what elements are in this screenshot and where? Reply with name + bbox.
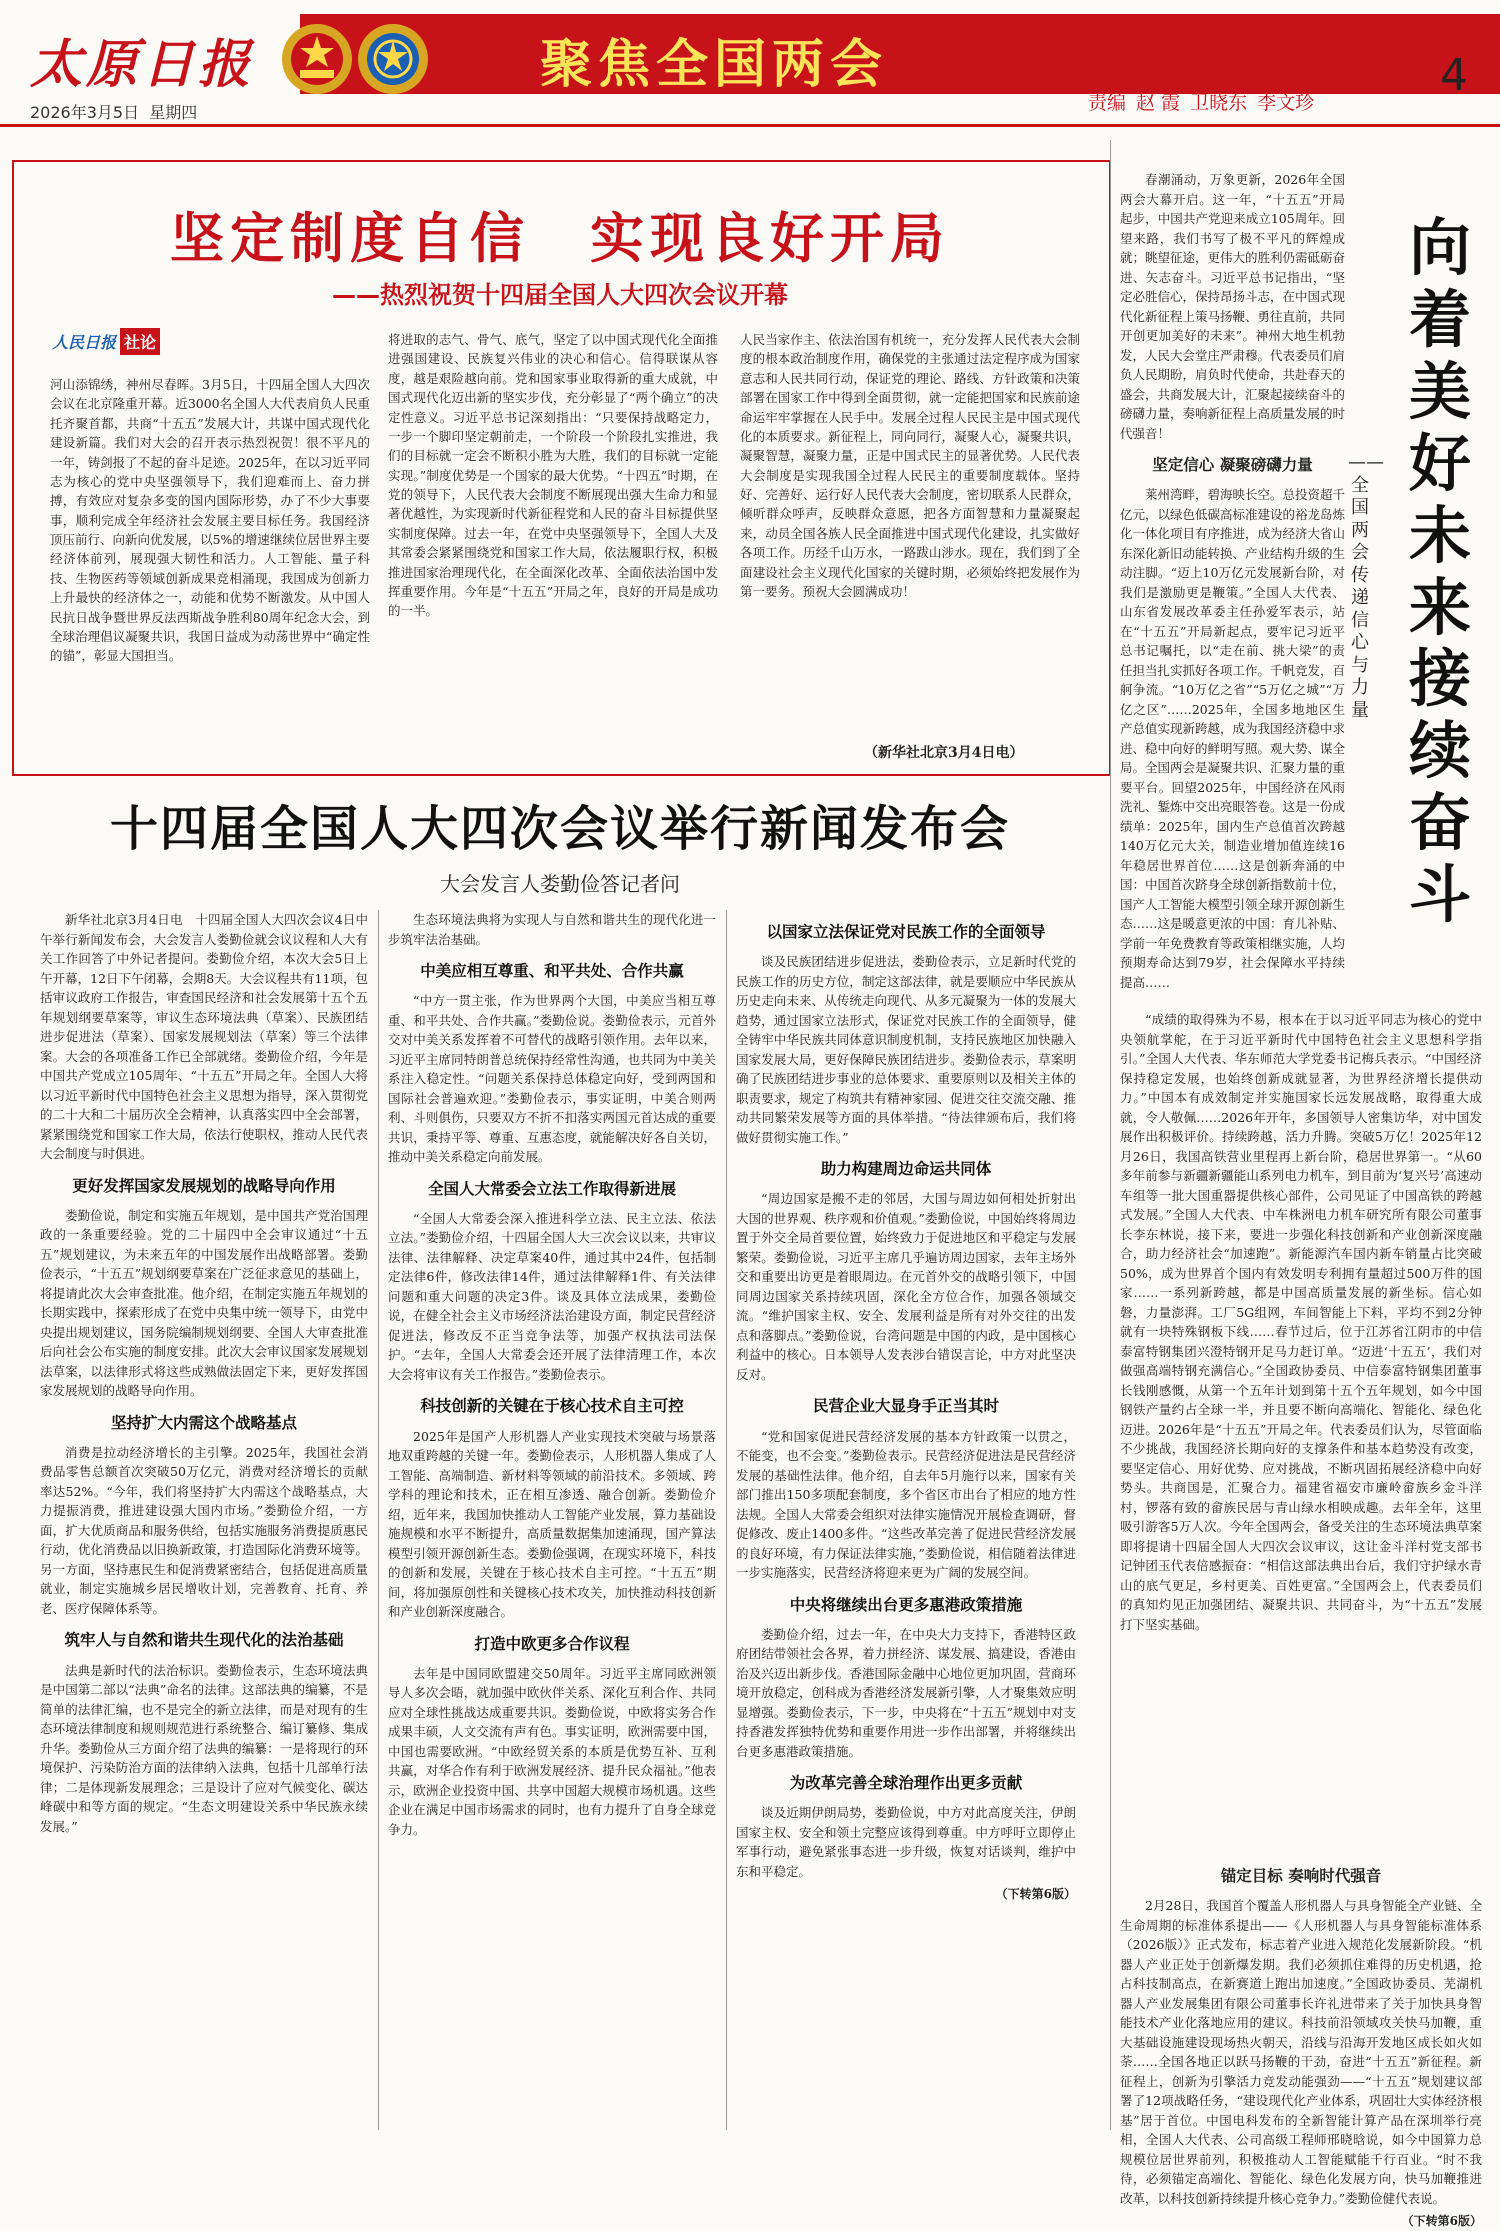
- subhead-hk: 中央将继续出台更多惠港政策措施: [789, 1595, 1023, 1614]
- editors-line: [1088, 88, 1324, 115]
- subhead-private: 民营企业大显身手正当其时: [812, 1397, 999, 1416]
- paragraph-eu: 去年是中国同欧盟建交50周年。习近平主席同欧洲领导人多次会晤，就加强中欧伙伴关系、深化互利合作、共同应对全球性挑战达成重要共识。娄勤俭说，中欧将实务合作成果丰硕，人文交流有声有色。事实证明，欧洲需要中国，中国也需要欧洲。“中欧经贸关系的本质是优势互补、互利共赢，对华合作有利于欧洲发展经济、提升民众福祉。”他表示，欧洲企业投资中国、共享中国超大规模市场机遇。这些企业在满足中国市场需求的同时，也有力提升了自身全球竞争力。: [388, 1665, 716, 1837]
- commentary-subhead-1: 坚定信心 凝聚磅礴力量: [1152, 456, 1313, 474]
- subhead-ethnic: 以国家立法保证党对民族工作的全面领导: [766, 923, 1046, 941]
- editors-label: 责编: [1088, 92, 1127, 114]
- paragraph-npc: “全国人大常委会深入推进科学立法、民主立法、依法立法。”娄勤俭介绍，十四届全国人大三次会议以来，共审议法律、法律解释、决定草案40件，通过其中24件，包括制定法律6件，修改法律14件，通过法律解释1件、有关法律问题和重大问题的决定3件。谈及具体立法成果，娄勤俭说，在健全社会主义市场经济法治建设方面，制定民营经济促进法，修改反不正当竞争法等，加强产权执法司法保护。“去年，全国人大常委会还开展了法律清理工作，本次大会将审议有关工作报告。”娄勤俭表示。: [388, 1210, 716, 1382]
- paragraph-tech: 2025年是国产人形机器人产业实现技术突破与场景落地双重跨越的关键一年。娄勤俭表示，人形机器人集成了人工智能、高端制造、新材料等领域的前沿技术。多领域、跨学科的理论和技术，正在相互渗透、融合创新。娄勤俭介绍，近年来，我国加快推动人工智能产业发展，算力基础设施规模和水平不断提升，高质量数据集加速涌现，国产算法模型引领开源创新生态。娄勤俭强调，在现实环境下，科技的创新和发展，关键在于核心技术自主可控。“十五五”期间，将加强原创性和关键核心技术攻关，加快推动科技创新和产业创新深度融合。: [388, 1428, 716, 1620]
- editorial-subtitle: ——热烈祝贺十四届全国人大四次会议开幕: [332, 281, 788, 309]
- continued-note: （下转第6版）: [1401, 2214, 1482, 2229]
- title-char: 向: [1408, 211, 1471, 284]
- weekday: 星期四: [149, 103, 198, 122]
- commentary-vertical-title: [1400, 212, 1480, 931]
- title-char: 未: [1408, 498, 1471, 572]
- masthead-banner: [300, 14, 1500, 94]
- editor-name: 卫晓东: [1190, 92, 1248, 114]
- title-char: 好: [1408, 426, 1471, 500]
- news-column-2: [388, 910, 716, 1839]
- cppcc-emblem-icon: [356, 22, 430, 96]
- editorial-column-1: 河山添锦绣，神州尽春晖。3月5日，十四届全国人大四次会议在北京隆重开幕。近3000名全国人大代表肩负人民重托齐聚首都，共商“十五五”发展大计，共谋中国式现代化建设新篇。我们对大会的召开表示热烈祝贺！很不平凡的一年，铸剑报了不起的奋斗足迹。2025年，在以习近平同志为核心的党中央坚强领导下，我们迎难而上、奋力拼搏，有效应对复杂多变的国内国际形势，办了不少大事要事，顺利完成全年经济社会发展主要目标任务。我国经济顶压前行、向新向优发展，以5%的增速继续位居世界主要经济体前列，展现强大韧性和活力。人工智能、量子科技、生物医药等领域创新成果竞相涌现，我国成为创新力上升最快的经济体之一，动能和优势不断激发。从中国人民抗日战争暨世界反法西斯战争胜利80周年纪念大会，到全球治理倡议凝聚共识，我国日益成为动荡世界中“确定性的锚”，彰显大国担当。: [50, 377, 370, 664]
- editorial-column-3: 人民当家作主、依法治国有机统一，充分发挥人民代表大会制度的根本政治制度作用，确保党的主张通过法定程序成为国家意志和人民共同行动，保证党的理论、路线、方针政策和决策部署在国家工作中得到全面贯彻，就一定能把国家和民族前途命运牢牢掌握在人民手中。发展全过程人民民主是中国式现代化的本质要求。新征程上，同向同行，凝聚人心，凝聚共识，凝聚智慧，凝聚力量，正是中国式民主的显著优势。人民代表大会制度是实现我国全过程人民民主的重要制度载体。坚持好、完善好、运行好人民代表大会制度，密切联系人民群众，倾听群众呼声，反映群众意愿，把各方面智慧和力量凝聚起来，动员全国各族人民全面推进中国式现代化建设，扎实做好各项工作。历经千山万水，一路跋山涉水。现在，我们到了全面建设社会主义现代化国家的关键时期，必须始终把发展作为第一要务。预祝大会圆满成功！: [740, 332, 1080, 599]
- news-column-1: [40, 910, 368, 1836]
- column-divider: [378, 910, 379, 2130]
- news-headline: 十四届全国人大四次会议举行新闻发布会: [109, 801, 1010, 857]
- page-number: 4: [1440, 50, 1468, 101]
- commentary-column-top: [1120, 170, 1345, 992]
- commentary-vertical-subtitle: ——全国两会传递信心与力量: [1348, 452, 1384, 721]
- paragraph-law: 法典是新时代的法治标识。娄勤俭表示，生态环境法典是中国第二部以“法典”命名的法律。这部法典的编纂，不是简单的法律汇编，也不是完全的新立法律，而是对现有的生态环境法律制度和规则规范进行系统整合、编订纂修、集成升华。娄勤俭从三方面介绍了法典的编纂：一是将现行的环境保护、污染防治方面的法律纳入法典，包括十几部单行法律；二是体现新发展理念；三是设计了应对气候变化、碳达峰碳中和等方面的规定。“生态文明建设关系中华民族永续发展。”: [40, 1662, 368, 1834]
- title-char: 来: [1408, 570, 1471, 644]
- masthead-rule: [0, 124, 1500, 127]
- newspaper-logo: 太原日报: [30, 34, 255, 95]
- news-column-3: [736, 910, 1076, 1904]
- subhead-law: 筑牢人与自然和谐共生现代化的法治基础: [64, 1631, 344, 1650]
- news-intro: 新华社北京3月4日电 十四届全国人大四次会议4日中午举行新闻发布会，大会发言人娄勤俭就会议议程和人大有关工作回答了中外记者提问。娄勤俭介绍，本次大会5日上午开幕，12日下午闭幕，会期8天。大会议程共有11项，包括审议政府工作报告，审查国民经济和社会发展第十五个五年规划纲要草案等，审议生态环境法典（草案）、民族团结进步促进法（草案）、国家发展规划法（草案）等三个法律案。大会的各项准备工作已全部就绪。娄勤俭介绍，今年是中国共产党成立105周年、“十五五”开局之年。全国人大将以习近平新时代中国特色社会主义思想为指导，深入贯彻党的二十大和二十届历次全会精神，认真落实四中全会部署，紧紧围绕党和国家工作大局，依法行使职权，推动人民代表大会制度与时俱进。: [40, 912, 368, 1161]
- editor-name: 赵 霞: [1136, 92, 1181, 114]
- commentary-subhead-2: 锚定目标 奏响时代强音: [1220, 1867, 1382, 1885]
- commentary-paragraph-2: 2月28日，我国首个覆盖人形机器人与具身智能全产业链、全生命周期的标准体系提出——《人形机器人与具身智能标准体系（2026版）》正式发布，标志着产业进入规范化发展新阶段。“机器人产业正处于创新爆发期。我们必须抓住难得的历史机遇，抢占科技制高点，在新赛道上跑出加速度。”全国政协委员、芜湖机器人产业发展集团有限公司董事长许礼进带来了关于加快具身智能技术产业化落地应用的建议。科技前沿领域攻关快马加鞭，重大基础设施建设现场热火朝天，沿线与沿海开发地区成长如火如荼……全国各地正以跃马扬鞭的干劲，奋进“十五五”新征程。新征程上，创新为引擎活力竞发动能强劲——“十五五”规划建议部署了12项战略任务，“建设现代化产业体系，巩固壮大实体经济根基”居于首位。中国电科发布的全新智能计算产品在深圳举行亮相，全国人大代表、公司高级工程师邢晓晗说，如今中国算力总规模位居世界前列，积极推动人工智能赋能千行百业。“时不我待，必须锚定高端化、智能化、绿色化发展方向，快马加鞭推进改革，以科技创新持续提升核心竞争力。”娄勤俭健代表说。: [1120, 1898, 1482, 2206]
- subhead-tech: 科技创新的关键在于核心技术自主可控: [420, 1397, 684, 1416]
- commentary-intro: 春潮涌动，万象更新，2026年全国两会大幕开启。这一年，“十五五”开局起步，中国共产党迎来成立105周年。回望来路，我们书写了极不平凡的辉煌成就；眺望征途，更伟大的胜利仍需砥砺奋进、矢志奋斗。习近平总书记指出，“坚定必胜信心，保持昂扬斗志，在中国式现代化新征程上策马扬鞭、勇往直前，共同开创更加美好的未来”。神州大地生机勃发，人民大会堂庄严肃穆。代表委员们肩负人民期盼，肩负时代使命，共赴春天的盛会，共商发展大计，汇聚起接续奋斗的磅礴力量，奏响新征程上高质量发展的时代强音！: [1120, 172, 1346, 441]
- editorial-title: 坚定制度自信 实现良好开局: [170, 207, 950, 270]
- title-char: 着: [1408, 282, 1471, 356]
- paragraph-eco: 生态环境法典将为实现人与自然和谐共生的现代化进一步筑牢法治基础。: [388, 912, 716, 947]
- subhead-plan: 更好发挥国家发展规划的战略导向作用: [72, 1176, 336, 1195]
- column-divider: [1110, 140, 1111, 2130]
- commentary-column-bottom: [1120, 1860, 1482, 2231]
- title-char: 奋: [1408, 786, 1471, 860]
- paragraph-us: “中方一贯主张，作为世界两个大国，中美应当相互尊重、和平共处、合作共赢。”娄勤俭说。娄勤俭表示，元首外交对中美关系发挥着不可替代的战略引领作用。去年以来，习近平主席同特朗普总统保持经常性沟通，也共同为中美关系注入稳定性。“问题关系保持总体稳定向好，受到两国和国际社会普遍欢迎。”娄勤俭表示，事实证明，中美合则两利、斗则俱伤，只要双方不折不扣落实两国元首达成的重要共识，秉持平等、尊重、互惠态度，就能解决好各自关切，推动中美关系稳定向前发展。: [388, 993, 716, 1165]
- subhead-us: 中美应相互尊重、和平共处、合作共赢: [420, 962, 684, 980]
- editorial-column-2: 将进取的志气、骨气、底气，坚定了以中国式现代化全面推进强国建设、民族复兴伟业的决心和信心。信得联谋从容度，越是艰险越向前。党和国家事业取得新的重大成就，中国式现代化迈出新的坚实步伐，充分彰显了“两个确立”的决定性意义。习近平总书记深刻指出：“只要保持战略定力，一步一个脚印坚定朝前走，一个阶段一个阶段扎实推进，我们的目标就一定会不断积小胜为大胜，我们的目标就一定能实现。”制度优势是一个国家的最大优势。“十四五”时期，在党的领导下，人民代表大会制度不断展现出强大生命力和显著优越性，为实现新时代新征程党和人民的奋斗目标提供坚实制度保障。过去一年，在党中央坚强领导下，全国人大及其常委会紧紧围绕党和国家工作大局，依法履职行权，积极推进国家治理现代化，在全面深化改革、全面依法治国中发挥重要作用。今年是“十五五”开局之年，良好的开局是成功的一半。: [388, 332, 718, 619]
- peoples-daily-editorial-badge: [52, 328, 172, 368]
- section-title: 聚焦全国两会: [540, 35, 889, 95]
- badge-name: 人民日报: [52, 333, 117, 352]
- paragraph-plan: 娄勤俭说，制定和实施五年规划，是中国共产党治国理政的一条重要经验。党的二十届四中全会审议通过“十五五”规划建议，为未来五年的中国发展作出战略部署。娄勤俭表示，“十五五”规划纲要草案在广泛征求意见的基础上，将提请此次大会审查批准。他介绍，在制定实施五年规划的长期实践中，探索形成了在党中央集中统一领导下，由党中央提出规划建议，国务院编制规划纲要、全国人大审查批准后向社会公布实施的制度安排。此次大会审议国家发展规划法草案，以法律形式将这些成熟做法固定下来，更好发挥国家发展规划的战略导向作用。: [40, 1207, 368, 1399]
- subhead-npc: 全国人大常委会立法工作取得新进展: [427, 1179, 676, 1198]
- title-char: 斗: [1408, 858, 1471, 932]
- column-divider: [726, 910, 727, 2130]
- commentary-column-mid: [1120, 1010, 1482, 1634]
- title-char: 接: [1408, 642, 1471, 716]
- editor-name: 李文珍: [1257, 92, 1315, 114]
- paragraph-hk: 娄勤俭介绍，过去一年，在中央大力支持下，香港特区政府团结带领社会各界，着力拼经济、谋发展、搞建设，香港由治及兴迈出新步伐。香港国际金融中心地位更加巩固，营商环境开放稳定，创科成为香港经济发展新引擎，人才聚集效应明显增强。娄勤俭表示，下一步，中央将在“十五五”规划中对支持香港发挥独特优势和重要作用进一步作出部署，并将继续出台更多惠港政策措施。: [736, 1626, 1076, 1759]
- national-emblem-icon: [280, 22, 354, 96]
- continued-note: （下转第6版）: [995, 1887, 1076, 1902]
- subhead-global: 为改革完善全球治理作出更多贡献: [789, 1774, 1023, 1793]
- commentary-paragraph-1: 莱州湾畔，碧海映长空。总投资超千亿元，以绿色低碳高标准建设的裕龙岛炼化一体化项目有序推进，成为经济大省山东深化新旧动能转换、产业结构升级的生动注脚。“迈上10万亿元发展新台阶，对我们是激励更是鞭策。”全国人大代表、山东省发展改革委主任孙爱军表示，站在“十五五”开局新起点，要牢记习近平总书记嘱托，以“走在前、挑大梁”的责任担当扎实抓好各项工作。千帆竞发，百舸争流。“10万亿之省”“5万亿之城”“万亿之区”……2025年，全国多地地区生产总值实现新跨越，成为我国经济稳中求进、稳中向好的鲜明写照。观大势、谋全局。全国两会是凝聚共识、汇聚力量的重要平台。回望2025年，中国经济在风雨洗礼、錾炼中交出亮眼答卷。这是一份成绩单：2025年，国内生产总值首次跨越140万亿元大关，制造业增加值连续16年稳居世界首位……这是创新奔涌的中国：中国首次跻身全球创新指数前十位，国产人工智能大模型引领全球开源创新生态……这是暖意更浓的中国：育儿补贴、学前一年免费教育等政策相继实施，人均预期寿命达到79岁，社会保障水平持续提高……: [1120, 487, 1346, 990]
- subhead-neighbor: 助力构建周边命运共同体: [820, 1160, 992, 1179]
- editorial-signature: （新华社北京3月4日电）: [864, 745, 1024, 761]
- title-char: 美: [1408, 354, 1471, 428]
- title-char: 续: [1408, 714, 1471, 788]
- paragraph-demand: 消费是拉动经济增长的主引擎。2025年，我国社会消费品零售总额首次突破50万亿元，消费对经济增长的贡献率达52%。“今年，我们将坚持扩大内需这个战略基点，大力提振消费，推进建设强大国内市场。”娄勤俭介绍，一方面，扩大优质商品和服务供给，包括实施服务消费提质惠民行动，优化消费品以旧换新政策，打造国际化消费环境等。另一方面，坚持惠民生和促消费紧密结合，包括促进高质量就业，制定实施城乡居民增收计划，完善教育、托育、养老、医疗保障体系等。: [40, 1444, 368, 1616]
- paragraph-ethnic: 谈及民族团结进步促进法，娄勤俭表示，立足新时代党的民族工作的历史方位，制定这部法律，就是要顺应中华民族从历史走向未来、从传统走向现代、从多元凝聚为一体的发展大趋势，通过国家立法形式，保证党对民族工作的全面领导，健全铸牢中华民族共同体意识制度机制，支持民族地区加快融入国家发展大局，更好保障民族团结进步。娄勤俭表示，草案明确了民族团结进步事业的总体要求、重要原则以及相关主体的职责要求，规定了构筑共有精神家园、促进交往交流交融、推动共同繁荣发展等方面的具体举措。“待法律颁布后，我们将做好贯彻实施工作。”: [736, 954, 1076, 1145]
- issue-date: [30, 100, 197, 123]
- paragraph-neighbor: “周边国家是搬不走的邻居，大国与周边如何相处折射出大国的世界观、秩序观和价值观。”娄勤俭说，中国始终将周边置于外交全局首要位置，始终致力于促进地区和平稳定与发展繁荣。娄勤俭说，习近平主席几乎遍访周边国家，去年主场外交和重要出访更是着眼周边。在元首外交的战略引领下，中国同周边国家关系持续巩固，深化全方位合作，加强各领域交流。“维护国家主权、安全、发展利益是所有对外交往的出发点和落脚点。”娄勤俭说，台湾问题是中国的内政，是中国核心利益中的核心。日本领导人发表涉台错误言论，中方对此坚决反对。: [736, 1191, 1076, 1382]
- date: 2026年3月5日: [30, 103, 140, 122]
- subhead-demand: 坚持扩大内需这个战略基点: [110, 1413, 297, 1432]
- paragraph-global: 谈及近期伊朗局势，娄勤俭说，中方对此高度关注，伊朗国家主权、安全和领土完整应该得到尊重。中方呼吁立即停止军事行动，避免紧张事态进一步升级，恢复对话谈判，维护中东和平稳定。: [736, 1805, 1076, 1879]
- paragraph-private: “党和国家促进民营经济发展的基本方针政策一以贯之，不能变，也不会变。”娄勤俭表示。民营经济促进法是民营经济发展的基础性法律。他介绍，自去年5月施行以来，国家有关部门推出150多项配套制度，多个省区市出台了相应的地方性法规。全国人大常委会组织对法律实施情况开展检查调研，督促修改、废止1400多件。“这些改革完善了促进民营经济发展的良好环境，有力保证法律实施，”娄勤俭说，相信随着法律进一步实施落实，民营经济将迎来更为广阔的发展空间。: [736, 1428, 1076, 1581]
- news-subheadline: 大会发言人娄勤俭答记者问: [440, 872, 680, 896]
- subhead-eu: 打造中欧更多合作议程: [474, 1634, 630, 1653]
- masthead: [0, 0, 1500, 125]
- commentary-paragraph-mid: “成绩的取得殊为不易，根本在于以习近平同志为核心的党中央领航掌舵，在于习近平新时代中国特色社会主义思想科学指引。”全国人大代表、华东师范大学党委书记梅兵表示。“中国经济保持稳定发展，也始终创新成就显著，为世界经济增长提供动力。”中国本有成效制定并实施国家长远发展战略，取得重大成就，令人敬佩……2026年开年，多国领导人密集访华，对中国发展作出积极评价。持续跨越，活力升腾。突破5万亿！2025年12月26日，我国高铁营业里程再上新台阶，稳居世界第一。“从60多年前参与新疆新疆能山系列电力机车，到目前为‘复兴号’高速动车组等一批大国重器提供核心部件，公司见证了中国高铁的跨越式发展。”全国人大代表、中车株洲电力机车研究所有限公司董事长李东林说，接下来，要进一步强化科技创新和产业创新深度融合，助力经济社会“加速跑”。新能源汽车国内新车销量占比突破50%，成为世界首个国内有效发明专利拥有量超过500万件的国家……一系列新跨越，都是中国高质量发展的新坐标。信心如磐，力量澎湃。工厂5G组网，车间智能上下料，平均不到2分钟就有一块特殊钢板下线……春节过后，位于江苏省江阴市的中信泰富特钢集团兴澄特钢开足马力赶订单。“迈进‘十五五’，我们对做强高端特钢充满信心。”全国政协委员、中信泰富特钢集团董事长钱刚感慨，从第一个五年计划到第十五个五年规划，如今中国钢铁产量约占全球一半，并且要不断向高端化、智能化、绿色化迈进。2026年是“十五五”开局之年。代表委员们认为，尽管面临不少挑战，我国经济长期向好的支撑条件和基本趋势没有改变，要坚定信心、用好优势、应对挑战，不断巩固拓展经济稳中向好势头。共商国是，汇聚合力。福建省福安市廉岭畲族乡金斗洋村，锣落有致的畲族民居与青山绿水相映成趣。去年全年，这里吸引游客5万人次。今年全国两会，备受关注的生态环境法典草案即将提请十四届全国人大四次会议审议，这让金斗洋村党支部书记钟团玉代表倍感振奋：“相信这部法典出台后，我们守护绿水青山的底气更足，乡村更美、百姓更富。”全国两会上，代表委员们的真知灼见正加强团结、凝聚共识、共同奋斗，为“十五五”发展打下坚实基础。: [1120, 1012, 1482, 1632]
- badge-tag: 社论: [120, 328, 160, 355]
